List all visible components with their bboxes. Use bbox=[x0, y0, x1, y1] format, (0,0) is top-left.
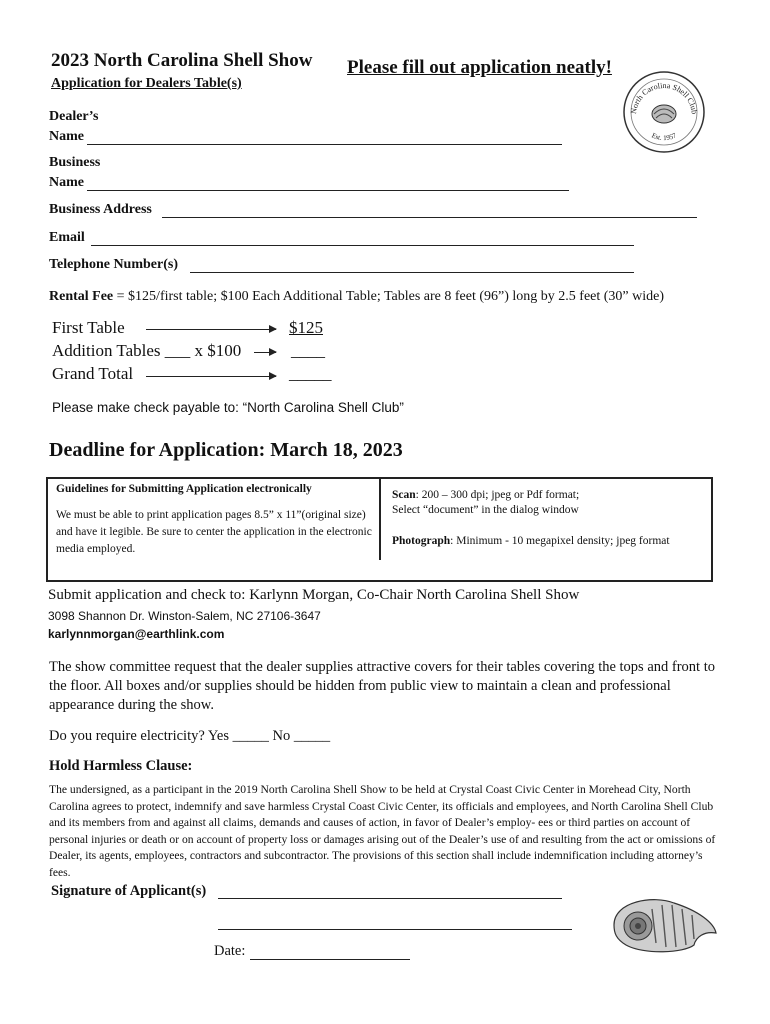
deadline-heading: Deadline for Application: March 18, 2023 bbox=[49, 439, 403, 461]
electricity-question[interactable]: Do you require electricity? Yes _____ No _____ bbox=[49, 728, 331, 744]
harmless-title: Hold Harmless Clause: bbox=[49, 758, 193, 774]
signature-line-2[interactable] bbox=[218, 929, 572, 930]
covers-paragraph: The show committee request that the dealer supplies attractive covers for their tables covering the tops and front to the floor. All boxes and/or supplies should be hidden from public view to maintain a clean and professional appearance during the show. bbox=[49, 659, 715, 713]
business-name-label-1: Business bbox=[49, 155, 101, 170]
rental-fee-label: Rental Fee bbox=[49, 289, 114, 304]
scan-line bbox=[392, 489, 579, 501]
nautilus-shell-icon bbox=[604, 893, 720, 955]
business-address-label: Business Address bbox=[49, 202, 152, 217]
photo-label: Photograph bbox=[392, 535, 451, 547]
first-table-label: First Table bbox=[52, 318, 125, 337]
guidelines-title: Guidelines for Submitting Application electronically bbox=[56, 483, 312, 495]
signature-label: Signature of Applicant(s) bbox=[51, 883, 207, 899]
additional-tables-arrow-icon bbox=[254, 352, 276, 353]
grand-total-label: Grand Total bbox=[52, 364, 134, 383]
telephone-line[interactable] bbox=[190, 272, 634, 273]
email-line[interactable] bbox=[91, 245, 634, 246]
submit-email: karlynnmorgan@earthlink.com bbox=[48, 627, 225, 641]
scan-label: Scan bbox=[392, 489, 416, 501]
first-table-value: $125 bbox=[289, 318, 323, 337]
telephone-label: Telephone Number(s) bbox=[49, 257, 178, 272]
business-name-line[interactable] bbox=[87, 190, 569, 191]
guidelines-box bbox=[46, 477, 713, 582]
page-subtitle: Application for Dealers Table(s) bbox=[51, 76, 242, 91]
payable-note: Please make check payable to: “North Carolina Shell Club” bbox=[52, 400, 404, 415]
shell-club-logo bbox=[622, 70, 706, 154]
date-line[interactable] bbox=[250, 959, 410, 960]
rental-fee bbox=[49, 289, 664, 305]
guidelines-divider bbox=[379, 479, 381, 560]
dealer-name-line[interactable] bbox=[87, 144, 562, 145]
scan-text-2: Select “document” in the dialog window bbox=[392, 504, 579, 516]
first-table-arrow-icon bbox=[146, 329, 276, 330]
rental-fee-text: = $125/first table; $100 Each Additional Table; Tables are 8 feet (96”) long by 2.5 feet (30” wide) bbox=[116, 289, 665, 304]
business-name-label-2: Name bbox=[49, 175, 84, 190]
harmless-body: The undersigned, as a participant in the 2019 North Carolina Shell Show to be held at Crystal Coast Civic Center in Morehead City, North Carolina agrees to protect, indemnify and save harmless Crystal Coast Civic Center, its officials and employees, and North Carolina Shell Club and its members from and against all claims, demands and causes of action, in favor of Dealer’s employ- ees or third parties on account of personal injuries or death or on account of property loss or damages arising out of the Dealer’s use of and resulting from the act or omissions of Dealer, its agents, employees, contractors and subcontractor. The provisions of this section shall include indemnification including attorney’s fees. bbox=[49, 783, 716, 879]
photo-text: : Minimum - 10 megapixel density; jpeg format bbox=[450, 535, 670, 547]
submit-address: 3098 Shannon Dr. Winston-Salem, NC 27106-3647 bbox=[48, 609, 321, 623]
additional-tables-value[interactable]: ____ bbox=[291, 341, 325, 360]
grand-total-arrow-icon bbox=[146, 376, 276, 377]
business-address-line[interactable] bbox=[162, 217, 697, 218]
svg-text:Est. 1957: Est. 1957 bbox=[650, 131, 678, 143]
dealer-name-label-1: Dealer’s bbox=[49, 109, 99, 124]
grand-total-value[interactable]: _____ bbox=[289, 364, 332, 383]
additional-tables-label[interactable]: Addition Tables ___ x $100 bbox=[52, 341, 242, 360]
date-label: Date: bbox=[214, 943, 246, 959]
email-label: Email bbox=[49, 230, 85, 245]
neatly-notice: Please fill out application neatly! bbox=[347, 57, 612, 78]
photo-line bbox=[392, 535, 670, 547]
page-title: 2023 North Carolina Shell Show bbox=[51, 50, 313, 71]
dealer-name-label-2: Name bbox=[49, 129, 84, 144]
svg-text:North Carolina Shell Club: North Carolina Shell Club bbox=[628, 80, 699, 115]
signature-line-1[interactable] bbox=[218, 898, 562, 899]
scan-text: : 200 – 300 dpi; jpeg or Pdf format; bbox=[415, 489, 580, 501]
guidelines-body: We must be able to print application pages 8.5” x 11”(original size) and have it legible. Be sure to center the application in the electronic media employed. bbox=[56, 509, 372, 555]
submit-line: Submit application and check to: Karlynn Morgan, Co-Chair North Carolina Shell Show bbox=[48, 587, 580, 603]
